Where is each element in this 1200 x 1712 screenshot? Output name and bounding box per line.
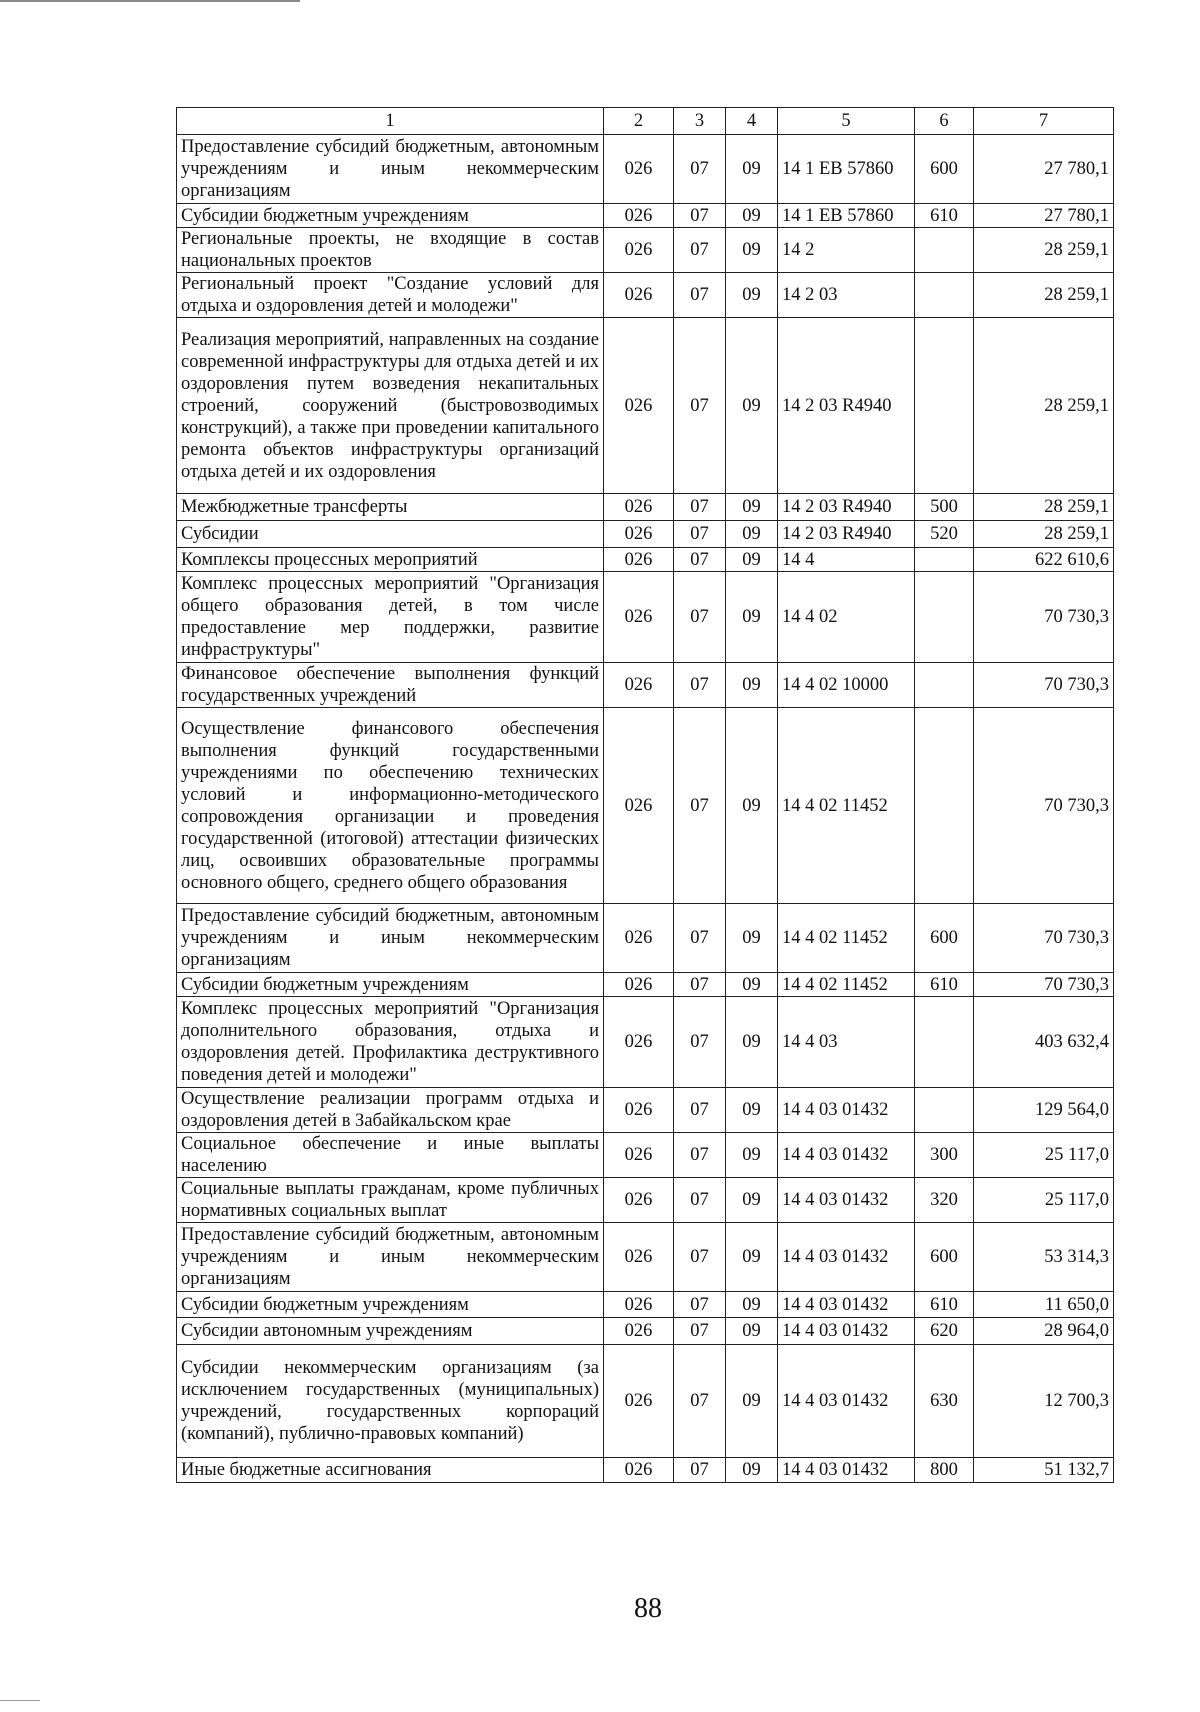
row-admin-code: 026 <box>604 204 674 228</box>
row-name: Социальные выплаты гражданам, кроме публичных нормативных социальных выплат <box>177 1178 604 1223</box>
row-name: Предоставление субсидий бюджетным, автономным учреждениям и иным некоммерческим организациям <box>177 904 604 973</box>
row-admin-code: 026 <box>604 494 674 521</box>
row-expense-type: 620 <box>915 1318 974 1345</box>
row-expense-type <box>915 663 974 708</box>
row-amount: 11 650,0 <box>974 1292 1114 1318</box>
row-section-code: 07 <box>674 1223 726 1292</box>
row-amount: 28 964,0 <box>974 1318 1114 1345</box>
row-expense-type <box>915 318 974 494</box>
row-amount: 403 632,4 <box>974 997 1114 1088</box>
row-expense-type: 320 <box>915 1178 974 1223</box>
row-name: Субсидии автономным учреждениям <box>177 1318 604 1345</box>
row-target-code: 14 4 02 11452 <box>778 904 915 973</box>
row-section-code: 07 <box>674 135 726 204</box>
table-row <box>177 708 1114 904</box>
row-amount: 51 132,7 <box>974 1458 1114 1483</box>
row-subsection-code: 09 <box>726 521 778 548</box>
row-expense-type: 500 <box>915 494 974 521</box>
header-cell-2: 2 <box>604 108 674 135</box>
row-expense-type: 630 <box>915 1345 974 1458</box>
table-row <box>177 1318 1114 1345</box>
budget-table <box>176 107 1114 1483</box>
row-expense-type <box>915 228 974 273</box>
row-section-code: 07 <box>674 204 726 228</box>
row-admin-code: 026 <box>604 1318 674 1345</box>
row-name: Субсидии некоммерческим организациям (за исключением государственных (муниципальных) учреждений, государственных корпораций (компаний), публично-правовых компаний) <box>177 1345 604 1458</box>
table-row <box>177 973 1114 997</box>
row-admin-code: 026 <box>604 135 674 204</box>
row-admin-code: 026 <box>604 1345 674 1458</box>
table-body <box>177 108 1114 1483</box>
row-name: Региональные проекты, не входящие в состав национальных проектов <box>177 228 604 273</box>
row-admin-code: 026 <box>604 997 674 1088</box>
row-amount: 53 314,3 <box>974 1223 1114 1292</box>
row-amount: 70 730,3 <box>974 904 1114 973</box>
row-admin-code: 026 <box>604 663 674 708</box>
row-admin-code: 026 <box>604 1458 674 1483</box>
table-row <box>177 135 1114 204</box>
row-name: Субсидии бюджетным учреждениям <box>177 1292 604 1318</box>
table-row <box>177 521 1114 548</box>
row-admin-code: 026 <box>604 572 674 663</box>
table-row <box>177 1223 1114 1292</box>
row-target-code: 14 4 03 01432 <box>778 1088 915 1133</box>
table-row <box>177 1345 1114 1458</box>
row-amount: 70 730,3 <box>974 663 1114 708</box>
row-target-code: 14 4 03 <box>778 997 915 1088</box>
row-name: Комплекс процессных мероприятий "Организация общего образования детей, в том числе предоставление мер поддержки, развитие инфраструктуры" <box>177 572 604 663</box>
row-subsection-code: 09 <box>726 1088 778 1133</box>
row-target-code: 14 1 ЕВ 57860 <box>778 135 915 204</box>
row-amount: 28 259,1 <box>974 228 1114 273</box>
row-section-code: 07 <box>674 708 726 904</box>
row-section-code: 07 <box>674 521 726 548</box>
row-amount: 129 564,0 <box>974 1088 1114 1133</box>
row-expense-type: 800 <box>915 1458 974 1483</box>
row-expense-type: 520 <box>915 521 974 548</box>
row-amount: 622 610,6 <box>974 548 1114 572</box>
row-section-code: 07 <box>674 1345 726 1458</box>
row-expense-type: 300 <box>915 1133 974 1178</box>
row-section-code: 07 <box>674 663 726 708</box>
row-expense-type: 600 <box>915 135 974 204</box>
row-target-code: 14 2 03 R4940 <box>778 521 915 548</box>
row-admin-code: 026 <box>604 1133 674 1178</box>
row-amount: 25 117,0 <box>974 1133 1114 1178</box>
row-target-code: 14 2 03 R4940 <box>778 318 915 494</box>
row-target-code: 14 4 03 01432 <box>778 1345 915 1458</box>
row-name: Предоставление субсидий бюджетным, автономным учреждениям и иным некоммерческим организациям <box>177 1223 604 1292</box>
row-expense-type <box>915 572 974 663</box>
table-row <box>177 494 1114 521</box>
row-subsection-code: 09 <box>726 904 778 973</box>
row-amount: 70 730,3 <box>974 973 1114 997</box>
row-subsection-code: 09 <box>726 228 778 273</box>
row-target-code: 14 4 02 11452 <box>778 708 915 904</box>
row-subsection-code: 09 <box>726 1458 778 1483</box>
row-section-code: 07 <box>674 904 726 973</box>
row-target-code: 14 2 03 R4940 <box>778 494 915 521</box>
row-section-code: 07 <box>674 1318 726 1345</box>
row-amount: 28 259,1 <box>974 318 1114 494</box>
row-expense-type <box>915 997 974 1088</box>
table-row <box>177 318 1114 494</box>
row-admin-code: 026 <box>604 973 674 997</box>
row-expense-type: 610 <box>915 973 974 997</box>
row-admin-code: 026 <box>604 1223 674 1292</box>
table-row <box>177 904 1114 973</box>
header-cell-5: 5 <box>778 108 915 135</box>
table-row <box>177 1088 1114 1133</box>
row-name: Субсидии бюджетным учреждениям <box>177 204 604 228</box>
row-subsection-code: 09 <box>726 494 778 521</box>
row-target-code: 14 4 <box>778 548 915 572</box>
row-subsection-code: 09 <box>726 273 778 318</box>
row-amount: 27 780,1 <box>974 204 1114 228</box>
row-expense-type <box>915 1088 974 1133</box>
row-subsection-code: 09 <box>726 1318 778 1345</box>
row-target-code: 14 1 ЕВ 57860 <box>778 204 915 228</box>
table-row <box>177 1133 1114 1178</box>
row-admin-code: 026 <box>604 1292 674 1318</box>
row-admin-code: 026 <box>604 273 674 318</box>
row-subsection-code: 09 <box>726 973 778 997</box>
row-name: Осуществление реализации программ отдыха и оздоровления детей в Забайкальском крае <box>177 1088 604 1133</box>
row-target-code: 14 4 03 01432 <box>778 1292 915 1318</box>
row-subsection-code: 09 <box>726 135 778 204</box>
row-name: Реализация мероприятий, направленных на создание современной инфраструктуры для отдыха детей и их оздоровления путем возведения некапитальных строений, сооружений (быстровозводимых конструкций), а также при проведении капитального ремонта объектов инфраструктуры организаций отдыха детей и их оздоровления <box>177 318 604 494</box>
header-cell-4: 4 <box>726 108 778 135</box>
row-amount: 28 259,1 <box>974 494 1114 521</box>
scan-edge-top <box>0 0 300 2</box>
table-row <box>177 1292 1114 1318</box>
row-admin-code: 026 <box>604 1178 674 1223</box>
row-amount: 27 780,1 <box>974 135 1114 204</box>
table-row <box>177 204 1114 228</box>
row-amount: 70 730,3 <box>974 572 1114 663</box>
header-cell-6: 6 <box>915 108 974 135</box>
row-name: Иные бюджетные ассигнования <box>177 1458 604 1483</box>
row-expense-type <box>915 273 974 318</box>
row-target-code: 14 4 03 01432 <box>778 1458 915 1483</box>
header-cell-1: 1 <box>177 108 604 135</box>
row-target-code: 14 4 02 <box>778 572 915 663</box>
row-name: Финансовое обеспечение выполнения функций государственных учреждений <box>177 663 604 708</box>
row-target-code: 14 4 02 11452 <box>778 973 915 997</box>
row-admin-code: 026 <box>604 228 674 273</box>
row-subsection-code: 09 <box>726 1345 778 1458</box>
row-section-code: 07 <box>674 973 726 997</box>
row-subsection-code: 09 <box>726 997 778 1088</box>
row-subsection-code: 09 <box>726 1223 778 1292</box>
row-subsection-code: 09 <box>726 1178 778 1223</box>
row-subsection-code: 09 <box>726 1133 778 1178</box>
row-target-code: 14 4 03 01432 <box>778 1318 915 1345</box>
table-row <box>177 1178 1114 1223</box>
row-target-code: 14 4 03 01432 <box>778 1178 915 1223</box>
row-section-code: 07 <box>674 494 726 521</box>
row-subsection-code: 09 <box>726 663 778 708</box>
row-subsection-code: 09 <box>726 1292 778 1318</box>
row-section-code: 07 <box>674 318 726 494</box>
row-section-code: 07 <box>674 997 726 1088</box>
row-target-code: 14 2 <box>778 228 915 273</box>
row-name: Межбюджетные трансферты <box>177 494 604 521</box>
row-target-code: 14 4 03 01432 <box>778 1223 915 1292</box>
row-name: Социальное обеспечение и иные выплаты населению <box>177 1133 604 1178</box>
header-cell-7: 7 <box>974 108 1114 135</box>
row-name: Субсидии бюджетным учреждениям <box>177 973 604 997</box>
row-admin-code: 026 <box>604 708 674 904</box>
header-cell-3: 3 <box>674 108 726 135</box>
row-expense-type: 600 <box>915 1223 974 1292</box>
row-target-code: 14 4 03 01432 <box>778 1133 915 1178</box>
row-admin-code: 026 <box>604 904 674 973</box>
row-section-code: 07 <box>674 1458 726 1483</box>
row-subsection-code: 09 <box>726 204 778 228</box>
table-row <box>177 997 1114 1088</box>
row-subsection-code: 09 <box>726 318 778 494</box>
row-admin-code: 026 <box>604 521 674 548</box>
row-expense-type: 610 <box>915 204 974 228</box>
page-number: 88 <box>634 1593 662 1624</box>
row-expense-type <box>915 708 974 904</box>
row-subsection-code: 09 <box>726 572 778 663</box>
row-name: Предоставление субсидий бюджетным, автономным учреждениям и иным некоммерческим организациям <box>177 135 604 204</box>
row-amount: 12 700,3 <box>974 1345 1114 1458</box>
row-expense-type <box>915 548 974 572</box>
row-expense-type: 610 <box>915 1292 974 1318</box>
row-name: Комплекс процессных мероприятий "Организация дополнительного образования, отдыха и оздоровления детей. Профилактика деструктивного поведения детей и молодежи" <box>177 997 604 1088</box>
row-section-code: 07 <box>674 1292 726 1318</box>
row-subsection-code: 09 <box>726 708 778 904</box>
row-section-code: 07 <box>674 1088 726 1133</box>
table-header-row <box>177 108 1114 135</box>
row-amount: 28 259,1 <box>974 273 1114 318</box>
row-name: Региональный проект "Создание условий для отдыха и оздоровления детей и молодежи" <box>177 273 604 318</box>
table-row <box>177 273 1114 318</box>
row-section-code: 07 <box>674 548 726 572</box>
row-amount: 70 730,3 <box>974 708 1114 904</box>
row-section-code: 07 <box>674 273 726 318</box>
table-row <box>177 228 1114 273</box>
row-section-code: 07 <box>674 1133 726 1178</box>
table-row <box>177 1458 1114 1483</box>
row-admin-code: 026 <box>604 318 674 494</box>
row-section-code: 07 <box>674 572 726 663</box>
table-row <box>177 663 1114 708</box>
row-amount: 25 117,0 <box>974 1178 1114 1223</box>
row-expense-type: 600 <box>915 904 974 973</box>
table-row <box>177 548 1114 572</box>
row-subsection-code: 09 <box>726 548 778 572</box>
row-target-code: 14 4 02 10000 <box>778 663 915 708</box>
row-section-code: 07 <box>674 1178 726 1223</box>
row-admin-code: 026 <box>604 548 674 572</box>
row-name: Осуществление финансового обеспечения выполнения функций государственными учреждениями по обеспечению технических условий и информационно-методического сопровождения организации и проведения государственной (итоговой) аттестации физических лиц, освоивших образовательные программы основного общего, среднего общего образования <box>177 708 604 904</box>
row-name: Комплексы процессных мероприятий <box>177 548 604 572</box>
row-target-code: 14 2 03 <box>778 273 915 318</box>
table-row <box>177 572 1114 663</box>
row-section-code: 07 <box>674 228 726 273</box>
row-amount: 28 259,1 <box>974 521 1114 548</box>
row-name: Субсидии <box>177 521 604 548</box>
scan-edge-left <box>0 1700 40 1701</box>
row-admin-code: 026 <box>604 1088 674 1133</box>
